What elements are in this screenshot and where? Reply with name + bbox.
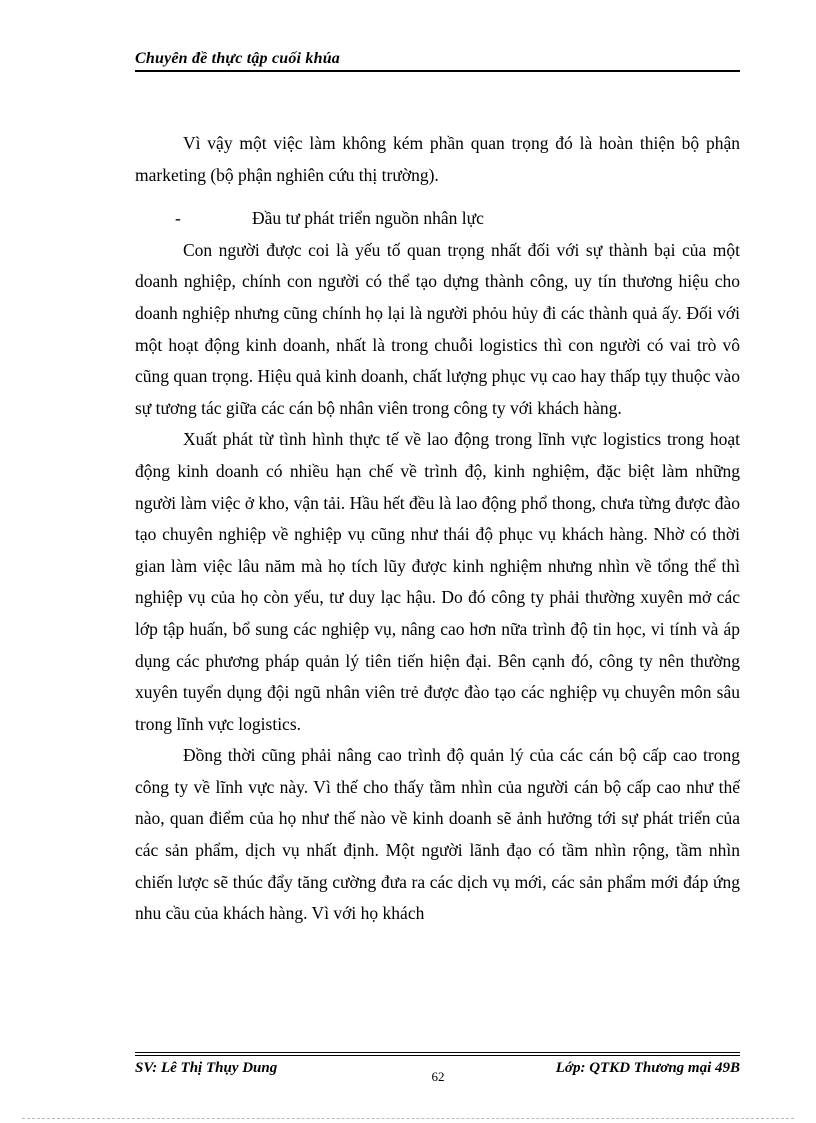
footer-rule-top bbox=[135, 1052, 740, 1053]
footer-class-name: Lớp: QTKD Thương mại 49B bbox=[555, 1060, 740, 1076]
page-header bbox=[135, 48, 740, 70]
paragraph-labor-situation: Xuất phát từ tình hình thực tế về lao động trong lĩnh vực logistics trong hoạt động kinh doanh có nhiều hạn chế về trình độ, kinh nghiệm, đặc biệt làm những người làm việc ở kho, vận tải. Hầu hết đều là lao động phổ thong, chưa từng được đào tạo chuyên nghiệp về nghiệp vụ cũng như thái độ phục vụ khách hàng. Nhờ có thời gian làm việc lâu năm mà họ tích lũy được kinh nghiệm nhưng nhìn về tổng thể thì nghiệp vụ của họ còn yếu, tư duy lạc hậu. Do đó công ty phải thường xuyên mở các lớp tập huấn, bổ sung các nghiệp vụ, nâng cao hơn nữa trình độ tin học, vi tính và áp dụng các phương pháp quản lý tiên tiến hiện đại. Bên cạnh đó, công ty nên thường xuyên tuyển dụng đội ngũ nhân viên trẻ được đào tạo các nghiệp vụ chuyên môn sâu trong lĩnh vực logistics. bbox=[135, 429, 740, 734]
page-break-marker bbox=[22, 1118, 794, 1119]
header-rule bbox=[135, 70, 740, 72]
intro-paragraph: Vì vậy một việc làm không kém phần quan trọng đó là hoàn thiện bộ phận marketing (bộ phận nghiên cứu thị trường). bbox=[135, 133, 740, 185]
paragraph-human-factor: Con người được coi là yếu tố quan trọng nhất đối với sự thành bại của một doanh nghiệp, chính con người có thể tạo dựng thành công, uy tín thương hiệu cho doanh nghiệp nhưng cũng chính họ lại là người phỏu hủy đi các thành quả ấy. Đối với một hoạt động kinh doanh, nhất là trong chuỗi logistics thì con người có vai trò vô cũng quan trọng. Hiệu quả kinh doanh, chất lượng phục vụ cao hay thấp tụy thuộc vào sự tương tác giữa các cán bộ nhân viên trong công ty với khách hàng. bbox=[135, 239, 740, 418]
bullet-item bbox=[135, 203, 740, 235]
bullet-dash: - bbox=[175, 208, 181, 229]
footer-student-name: SV: Lê Thị Thụy Dung bbox=[135, 1060, 278, 1076]
document-body bbox=[135, 128, 740, 930]
bullet-text: Đầu tư phát triển nguồn nhân lực bbox=[252, 208, 484, 229]
page-number: 62 bbox=[431, 1069, 445, 1084]
footer-rule-bottom bbox=[135, 1055, 740, 1056]
paragraph-management-level: Đồng thời cũng phải nâng cao trình độ quản lý của các cán bộ cấp cao trong công ty về lĩnh vực này. Vì thế cho thấy tầm nhìn của người cán bộ cấp cao như thế nào, quan điểm của họ như thế nào về kinh doanh sẽ ảnh hưởng tới sự phát triển của các sản phẩm, dịch vụ nhất định. Một người lãnh đạo có tầm nhìn rộng, tầm nhìn chiến lược sẽ thúc đẩy tăng cường đưa ra các dịch vụ mới, các sản phẩm mới đáp ứng nhu cầu của khách hàng. Vì với họ khách bbox=[135, 745, 740, 924]
header-title: Chuyên đề thực tập cuối khúa bbox=[135, 50, 340, 67]
